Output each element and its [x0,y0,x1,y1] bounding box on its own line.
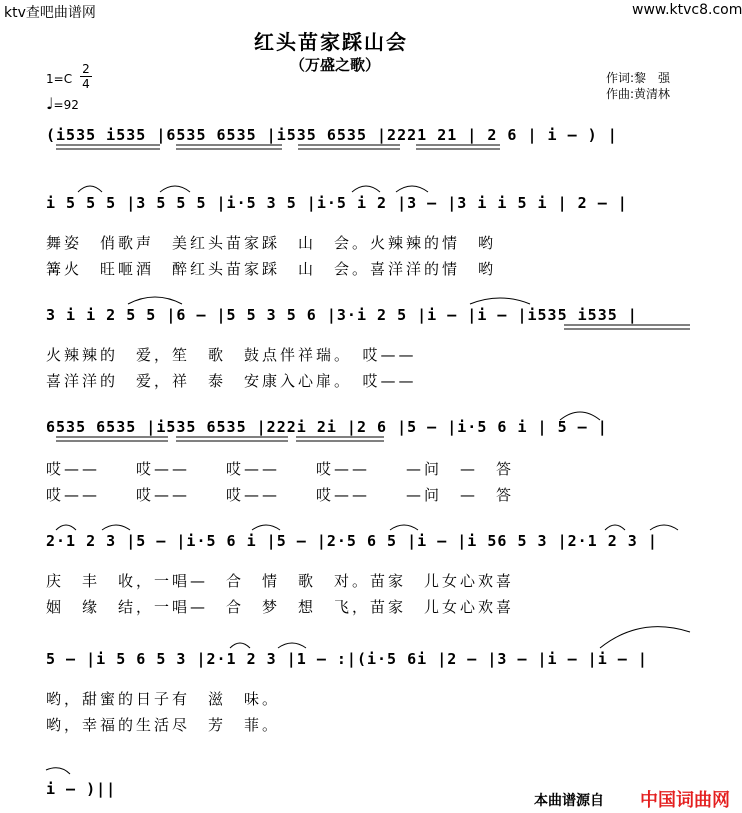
score-row-1: (i535 i535 |6535 6535 |i535 6535 |2221 21 | 2 6 | i – ) | [46,126,618,144]
lyric-row-2-verse-2: 篝火 旺咂酒 醉红头苗家踩 山 会。喜洋洋的情 哟 [46,260,497,278]
key-signature: 1=C [46,72,73,86]
score-row-4: 6535 6535 |i535 6535 |222i 2i |2 6 |5 – |i·5 6 i | 5 – | [46,418,608,436]
slur-14 [230,643,250,648]
slur-12 [605,525,625,530]
slur-16 [600,627,690,648]
slur-3 [352,186,380,192]
footer-site-link[interactable]: 中国词曲网 [640,790,730,811]
lyric-row-5-verse-2: 姻 缘 结，一唱— 合 梦 想 飞，苗家 儿女心欢喜 [46,598,515,616]
watermark-right: www.ktvc8.com [632,2,742,18]
lyric-row-6-verse-2: 哟，幸福的生活尽 芳 菲。 [46,716,281,734]
lyricist: 作词:黎 强 [606,71,671,85]
lyric-row-6-verse-1: 哟，甜蜜的日子有 滋 味。 [46,690,281,708]
slur-1 [78,186,102,192]
credits [606,70,670,102]
time-top: 2 [82,62,90,76]
song-title: 红头苗家踩山会 [254,30,408,54]
slur-6 [470,298,530,304]
slur-8 [56,525,76,530]
score-row-3: 3 i i 2 5 5 |6 – |5 5 3 5 6 |3·i 2 5 |i – |i – |i535 i535 | [46,306,638,324]
slur-4 [396,186,428,192]
tempo-value: =92 [53,98,79,112]
slur-15 [278,643,306,648]
slur-5 [128,297,182,304]
footer-source: 本曲谱源自 [534,793,604,809]
slur-2 [160,186,190,192]
slur-9 [102,525,130,530]
score-row-2: i 5 5 5 |3 5 5 5 |i·5 3 5 |i·5 i 2 |3 – |3 i i 5 i | 2 – | [46,194,628,212]
score-row-5: 2·1 2 3 |5 – |i·5 6 i |5 – |2·5 6 5 |i – |i 56 5 3 |2·1 2 3 | [46,532,658,550]
tempo-mark [46,94,79,113]
score-row-6: 5 – |i 5 6 5 3 |2·1 2 3 |1 – :|(i·5 6i |2 – |3 – |i – |i – | [46,650,648,668]
slur-17 [46,768,70,774]
time-signature [80,62,92,91]
lyric-row-3-verse-1: 火辣辣的 爱，笙 歌 鼓点伴祥瑞。 哎—— [46,346,417,364]
song-subtitle: （万盛之歌） [290,56,381,74]
time-bottom: 4 [80,76,92,91]
composer: 作曲:黄清林 [606,87,671,101]
lyric-row-2-verse-1: 舞姿 俏歌声 美红头苗家踩 山 会。火辣辣的情 哟 [46,234,497,252]
lyric-row-4-verse-2: 哎—— 哎—— 哎—— 哎—— —问 — 答 [46,486,515,504]
lyric-row-5-verse-1: 庆 丰 收，一唱— 合 情 歌 对。苗家 儿女心欢喜 [46,572,515,590]
quarter-note-icon: ♩ [46,94,54,113]
score-row-7: i – )|| [46,780,117,798]
slur-13 [650,525,678,530]
lyric-row-3-verse-2: 喜洋洋的 爱，祥 泰 安康入心扉。 哎—— [46,372,417,390]
lyric-row-4-verse-1: 哎—— 哎—— 哎—— 哎—— —问 — 答 [46,460,515,478]
slur-10 [252,525,280,530]
slur-11 [390,525,418,530]
watermark-left: ktv查吧曲谱网 [4,5,96,21]
